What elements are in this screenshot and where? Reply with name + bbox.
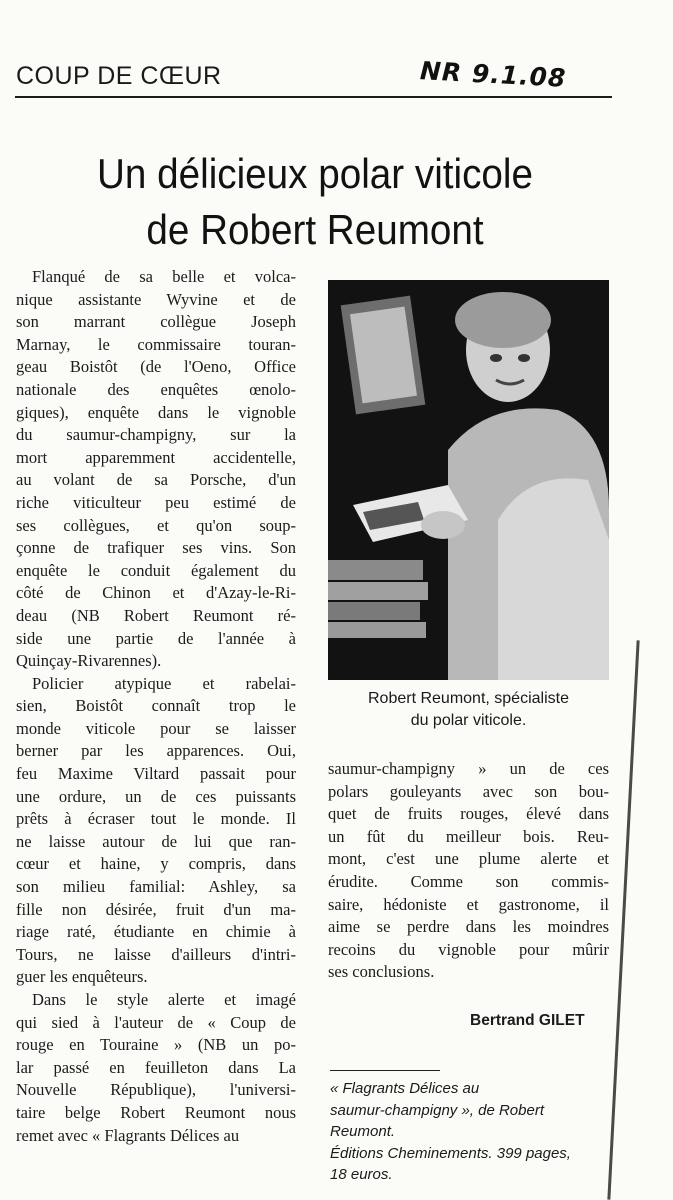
rubric-title: COUP DE CŒUR [16, 62, 222, 90]
article-text-line: remet avec « Flagrants Délices au [16, 1125, 240, 1145]
article-column-2 [328, 758, 609, 984]
article-text-line: ne laisse autour de lui que ran- [16, 831, 296, 851]
author-photo [328, 280, 609, 680]
book-reference [330, 1078, 615, 1186]
article-text-line: fille non désirée, fruit d'un ma- [16, 899, 296, 919]
article-text-line: Tours, ne laisse d'ailleurs d'intri- [16, 944, 296, 964]
photo-caption-line-1: Robert Reumont, spécialiste [368, 690, 569, 707]
article-text-line: riage raté, étudiante en chimie à [16, 922, 296, 942]
article-text-line: taire belge Robert Reumont nous [16, 1102, 296, 1122]
article-text-line: Flanqué de sa belle et volca- [32, 267, 296, 286]
article-text-line: côté de Chinon et d'Azay-le-Ri- [16, 583, 296, 603]
article-text-line: giques), enquête dans le vignoble [16, 402, 296, 422]
article-text-line: çonne de trafiquer ses vins. Son [16, 538, 296, 558]
article-text-line: nationale des enquêtes œnolo- [16, 379, 296, 399]
article-text-line: une ordure, un de ces puissants [16, 786, 296, 806]
article-text-line: Quinçay-Rivarennes). [16, 651, 162, 671]
article-text-line: ses conclusions. [328, 962, 435, 982]
article-text-line: enquête le conduit également du [16, 560, 296, 580]
article-text-line: mont, c'est une plume alerte et [328, 849, 609, 869]
article-text-line: lar passé en feuilleton dans La [16, 1057, 296, 1077]
article-text-line: deau (NB Robert Reumont ré- [16, 605, 296, 625]
reference-line: « Flagrants Délices au [330, 1080, 480, 1097]
article-text-line: du saumur-champigny, sur la [16, 425, 296, 445]
article-text-line: nique assistante Wyvine et de [16, 289, 296, 309]
article-text-line: prêts à écraser tout le monde. Il [16, 809, 296, 829]
article-text-line: riche viticulteur peu estimé de [16, 492, 296, 512]
article-text-line: un fût du meilleur bois. Reu- [328, 826, 609, 846]
reference-line: Reumont. [330, 1123, 396, 1140]
article-text-line: Marnay, le commissaire touran- [16, 334, 296, 354]
article-text-line: son marrant collègue Joseph [16, 312, 296, 332]
article-text-line: Policier atypique et rabelai- [32, 673, 296, 693]
article-text-line: feu Maxime Viltard passait pour [16, 764, 296, 784]
article-text-line: saire, hédoniste et gastronome, il [328, 894, 609, 914]
headline [44, 146, 587, 258]
article-text-line: recoins du vignoble pour mûrir [328, 939, 609, 959]
article-text-line: monde viticole pour se laisser [16, 718, 296, 738]
article-text-line: berner par les apparences. Oui, [16, 741, 296, 761]
page-edge-line [607, 640, 639, 1199]
article-text-line: quet de fruits rouges, élevé dans [328, 804, 609, 824]
article-text-line: polars gouleyants avec son bou- [328, 781, 609, 801]
reference-line: Éditions Cheminements. 399 pages, [330, 1144, 571, 1162]
article-text-line: ses collègues, et qu'on soup- [16, 515, 296, 535]
article-text-line: au volant de sa Porsche, d'un [16, 470, 296, 490]
author-photo-image [328, 280, 609, 680]
article-text-line: son milieu familial: Ashley, sa [16, 877, 296, 897]
article-text-line: saumur-champigny » un de ces [328, 759, 609, 778]
author-signature: Bertrand GILET [470, 1012, 585, 1029]
headline-line-1: Un délicieux polar viticole [97, 150, 533, 197]
article-text-line: qui sied à l'auteur de « Coup de [16, 1012, 296, 1032]
article-text-line: guer les enquêteurs. [16, 967, 148, 987]
top-rule [15, 96, 612, 98]
reference-line: 18 euros. [330, 1166, 393, 1183]
article-text-line: Nouvelle République), l'universi- [16, 1080, 296, 1100]
photo-caption [328, 688, 609, 732]
handwritten-date-note: NR 9.1.08 [419, 56, 568, 93]
article-text-line: rouge en Touraine » (NB un po- [16, 1035, 296, 1055]
article-column-1 [16, 266, 296, 1147]
article-text-line: geau Boistôt (de l'Oeno, Office [16, 357, 296, 377]
article-text-line: sien, Boistôt connaît trop le [16, 696, 296, 716]
article-text-line: cœur et haine, y compris, dans [16, 854, 296, 874]
headline-line-2: de Robert Reumont [146, 206, 484, 253]
article-text-line: side une partie de l'année à [16, 628, 296, 648]
article-text-line: Dans le style alerte et imagé [32, 990, 296, 1009]
article-text-line: mort apparemment accidentelle, [16, 447, 296, 467]
reference-rule [330, 1070, 440, 1071]
photo-caption-line-2: du polar viticole. [410, 712, 527, 729]
reference-line: saumur-champigny », de Robert [330, 1101, 544, 1119]
article-text-line: érudite. Comme son commis- [328, 871, 609, 891]
article-text-line: aime se perdre dans les moindres [328, 917, 609, 937]
